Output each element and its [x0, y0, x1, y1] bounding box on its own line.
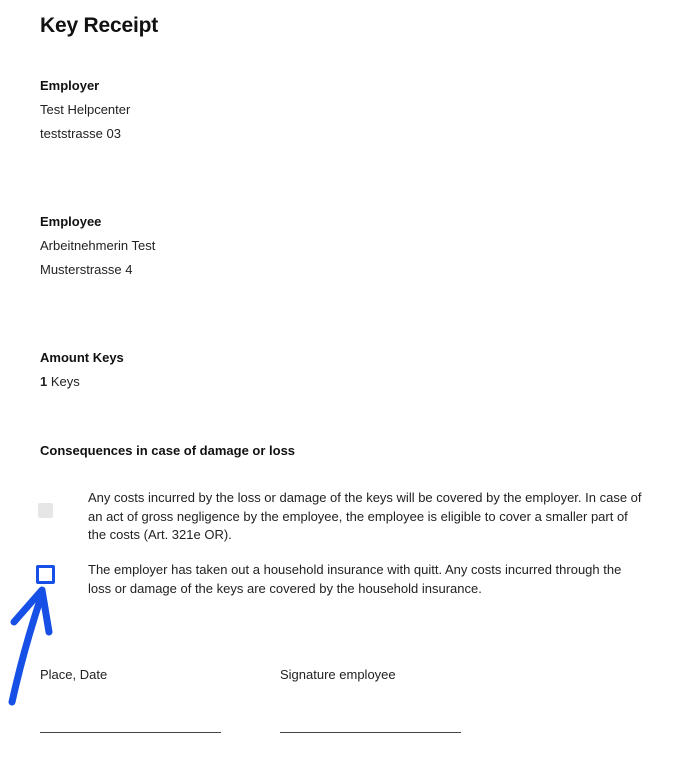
employer-covers-option-text: Any costs incurred by the loss or damage of the keys will be covered by the employer. In case of an act of gross negligence by the employee, the employee is eligible to cover a smaller part of the costs (Art. 321e OR). — [88, 490, 642, 542]
key-count: 1 — [40, 374, 48, 389]
place-date-line[interactable] — [40, 732, 221, 733]
page-title: Key Receipt — [40, 14, 159, 37]
amount-keys-value — [40, 374, 80, 389]
employer-address: teststrasse 03 — [40, 126, 121, 141]
employer-covers-checkbox[interactable] — [38, 503, 53, 518]
key-unit: Keys — [50, 374, 80, 389]
household-insurance-checkbox[interactable] — [36, 565, 55, 584]
signature-employee-line[interactable] — [280, 732, 461, 733]
amount-keys-label: Amount Keys — [40, 350, 124, 365]
household-insurance-option-text: The employer has taken out a household insurance with quitt. Any costs incurred through the loss or damage of the keys are covered by the household insurance. — [88, 562, 622, 596]
employer-name: Test Helpcenter — [40, 102, 131, 117]
employee-label: Employee — [40, 214, 102, 229]
employee-address: Musterstrasse 4 — [40, 262, 133, 277]
consequences-label: Consequences in case of damage or loss — [40, 443, 296, 458]
employer-label: Employer — [40, 78, 100, 93]
place-date-label: Place, Date — [40, 667, 108, 682]
employee-name: Arbeitnehmerin Test — [40, 238, 156, 253]
signature-employee-label: Signature employee — [280, 667, 396, 682]
